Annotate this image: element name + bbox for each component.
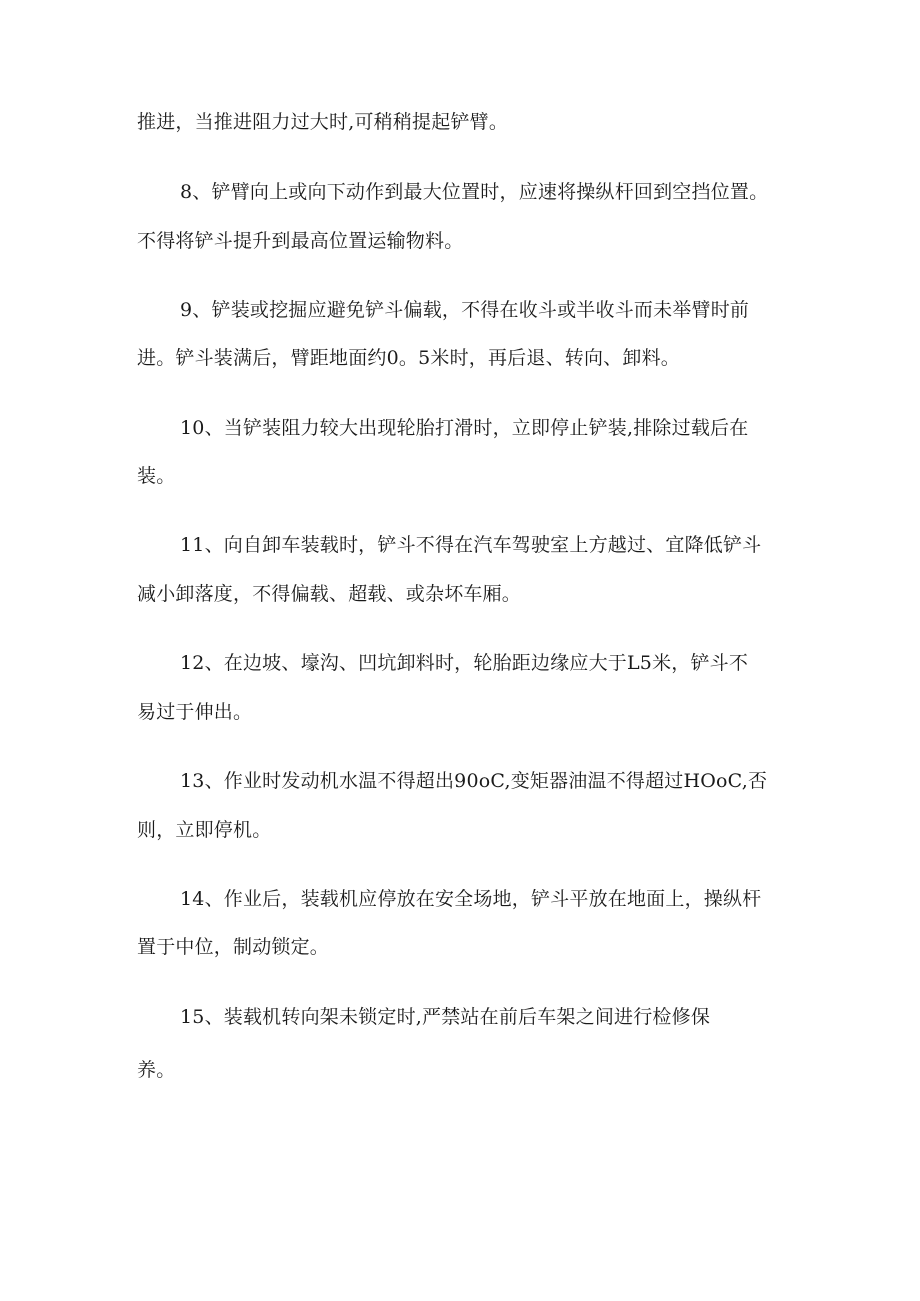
paragraph-13-line-2: 则，立即停机。: [137, 819, 272, 841]
paragraph-11-line-2: 减小卸落度，不得偏载、超载、或杂坏车厢。: [137, 583, 522, 605]
paragraph-14-line-1: 14、作业后，装载机应停放在安全场地，铲斗平放在地面上，操纵杆: [180, 888, 762, 910]
paragraph-7-continuation-line-1: 推进，当推进阻力过大时,可稍稍提起铲臂。: [137, 111, 509, 133]
paragraph-12-line-2: 易过于伸出。: [137, 701, 253, 723]
paragraph-11-line-1: 11、向自卸车装载时，铲斗不得在汽车驾驶室上方越过、宜降低铲斗: [180, 534, 762, 556]
paragraph-12-line-1: 12、在边坡、壕沟、凹坑卸料时，轮胎距边缘应大于L5米，铲斗不: [180, 652, 749, 674]
paragraph-9-line-1: 9、铲装或挖掘应避免铲斗偏载，不得在收斗或半收斗而未举臂时前: [180, 299, 750, 321]
paragraph-14-line-2: 置于中位，制动锁定。: [137, 936, 330, 958]
paragraph-10-line-1: 10、当铲装阻力较大出现轮胎打滑时，立即停止铲装,排除过载后在: [180, 417, 749, 439]
paragraph-9-line-2: 进。铲斗装满后，臂距地面约0。5米时，再后退、转向、卸料。: [137, 347, 680, 369]
paragraph-15-line-2: 养。: [137, 1059, 176, 1081]
paragraph-8-line-1: 8、铲臂向上或向下动作到最大位置时，应速将操纵杆回到空挡位置。: [180, 181, 769, 203]
paragraph-10-line-2: 装。: [137, 465, 176, 487]
paragraph-15-line-1: 15、装载机转向架未锁定时,严禁站在前后车架之间进行检修保: [180, 1006, 711, 1028]
paragraph-13-line-1: 13、作业时发动机水温不得超出90oC,变矩器油温不得超过HOoC,否: [180, 770, 768, 792]
paragraph-8-line-2: 不得将铲斗提升到最高位置运输物料。: [137, 230, 464, 252]
